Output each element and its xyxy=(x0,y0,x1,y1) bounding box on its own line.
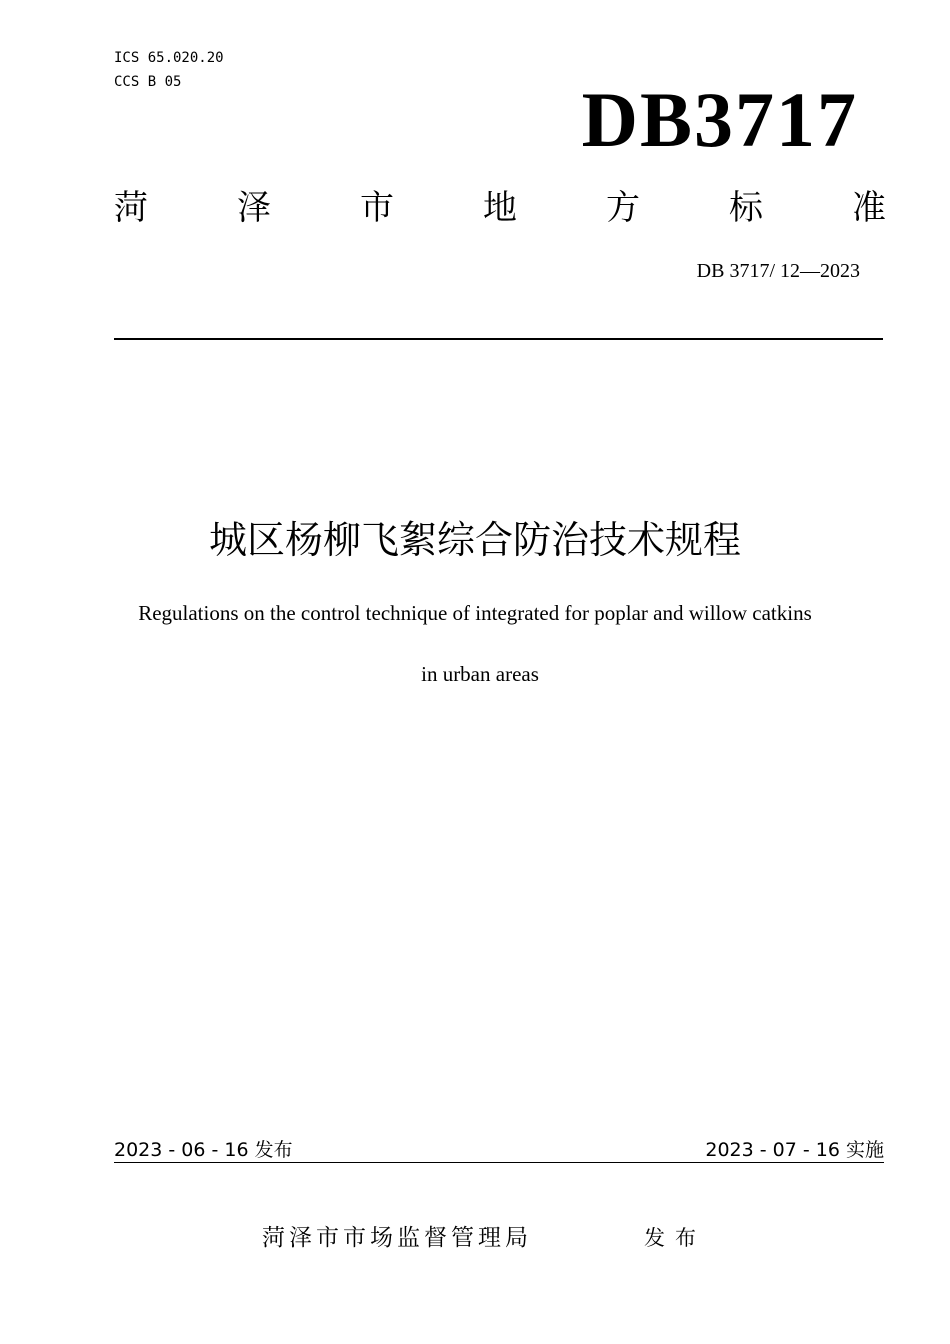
ics-code: ICS 65.020.20 xyxy=(114,50,224,66)
document-title-english-line2: in urban areas xyxy=(421,662,539,686)
standard-type-char: 准 xyxy=(852,188,886,228)
issuing-authority: 菏泽市市场监督管理局 xyxy=(262,1225,532,1251)
standard-type-char: 标 xyxy=(729,188,763,228)
standard-type-char: 菏 xyxy=(114,188,148,228)
document-title-chinese: 城区杨柳飞絮综合防治技术规程 xyxy=(208,518,741,562)
standard-number: DB 3717/ 12—2023 xyxy=(696,260,860,282)
standard-type-title xyxy=(114,186,886,230)
ccs-code: CCS B 05 xyxy=(114,74,182,90)
standard-code-heading: DB3717 xyxy=(581,76,858,163)
standard-type-char: 方 xyxy=(606,188,640,228)
implementation-date: 2023 - 07 - 16 实施 xyxy=(705,1139,884,1161)
header-divider xyxy=(114,338,883,340)
standard-type-char: 市 xyxy=(360,188,394,228)
standard-type-char: 地 xyxy=(483,188,517,228)
issue-label: 发布 xyxy=(644,1226,706,1250)
footer-divider xyxy=(114,1162,884,1163)
issue-date: 2023 - 06 - 16 发布 xyxy=(114,1139,293,1161)
document-title-english-line1: Regulations on the control technique of integrated for poplar and willow catkins xyxy=(138,601,812,625)
standard-type-char: 泽 xyxy=(237,188,271,228)
